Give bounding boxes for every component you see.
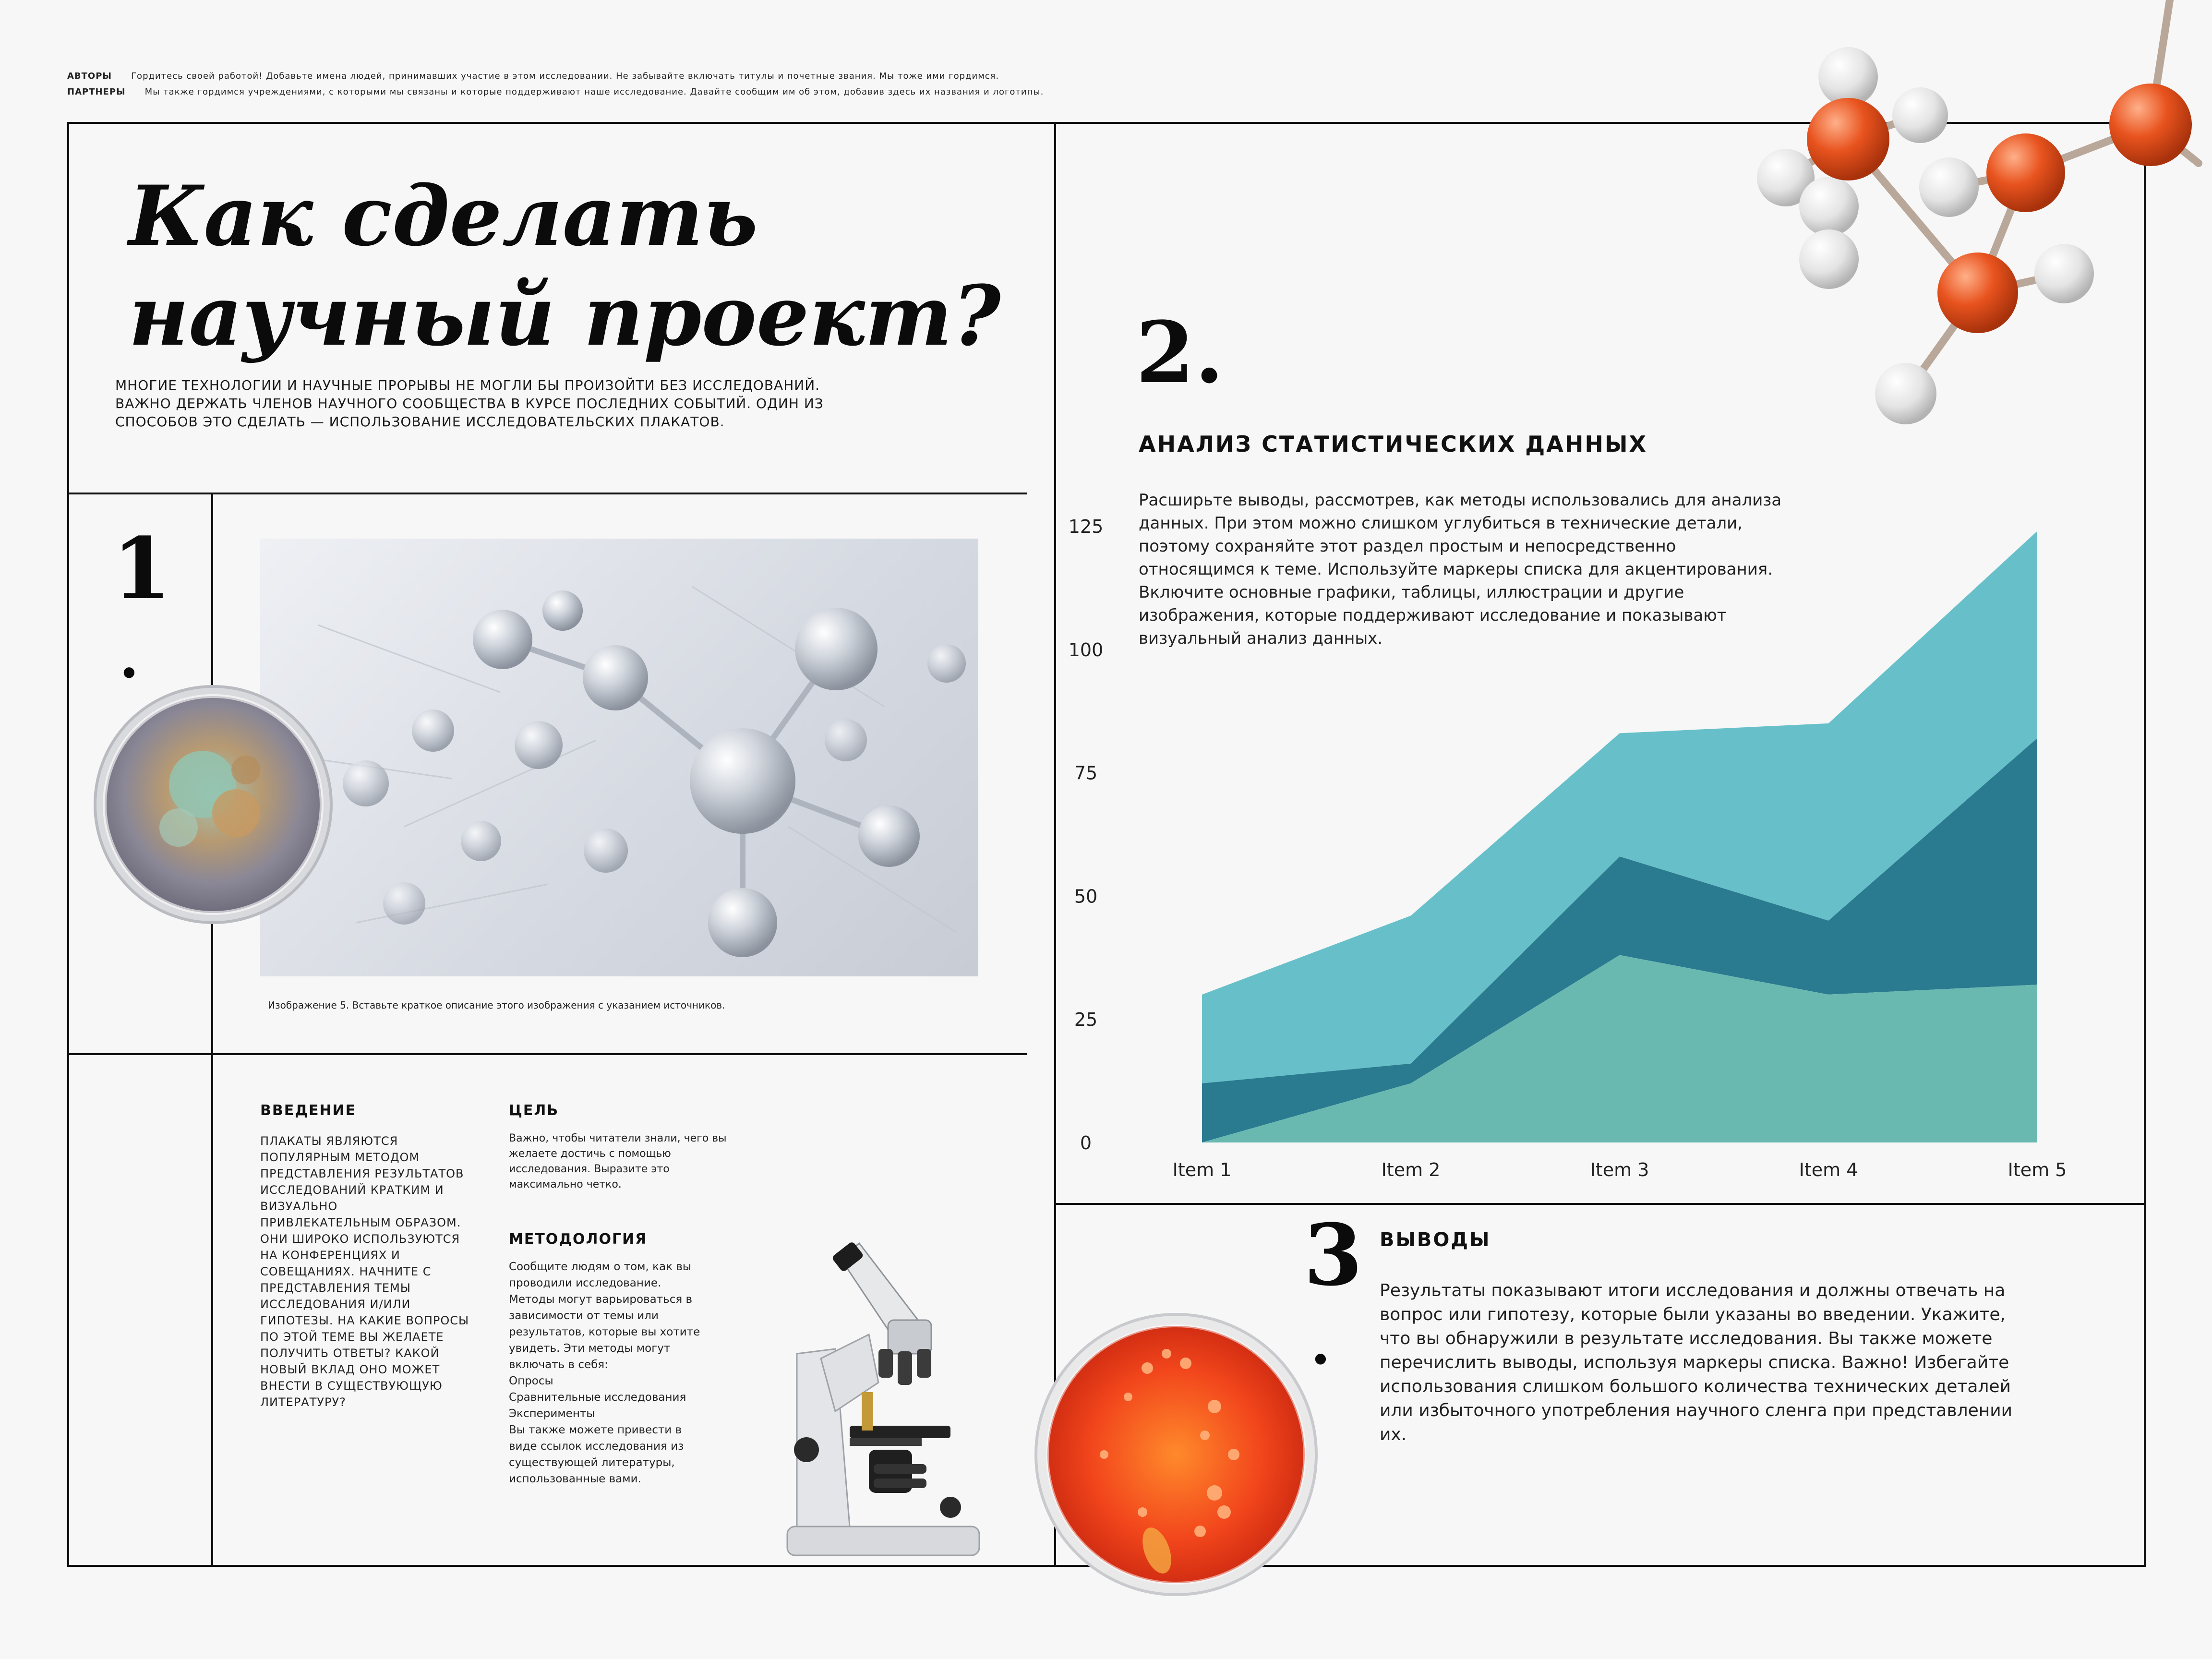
intro-paragraph: МНОГИЕ ТЕХНОЛОГИИ И НАУЧНЫЕ ПРОРЫВЫ НЕ МОГЛИ БЫ ПРОИЗОЙТИ БЕЗ ИССЛЕДОВАНИЙ. ВАЖНО ДЕРЖАТЬ ЧЛЕНОВ НАУЧНОГО СООБЩЕСТВА В КУРСЕ ПОСЛЕДНИХ СОБЫТИЙ. ОДИН ИЗ СПОСОБОВ ЭТО СДЕЛАТЬ — ИСПОЛЬЗОВАНИЕ ИССЛЕДОВАТЕЛЬСКИХ ПЛАКАТОВ. [115, 377, 824, 430]
authors-row [67, 71, 1315, 81]
introduction-heading: ВВЕДЕНИЕ [260, 1102, 357, 1119]
x-tick-label: Item 2 [1381, 1159, 1441, 1180]
section2-heading: АНАЛИЗ СТАТИСТИЧЕСКИХ ДАННЫХ [1139, 431, 1647, 457]
molecule-model-image [1690, 0, 2212, 432]
bacteria-dish-illustration [1032, 1310, 1320, 1599]
y-tick-label: 75 [1074, 762, 1098, 784]
x-tick-label: Item 1 [1172, 1159, 1232, 1180]
methodology-line: включать в себя: [509, 1358, 608, 1371]
section3-dot: . [1310, 1310, 1331, 1378]
x-tick-label: Item 4 [1799, 1159, 1858, 1180]
frame-left-line [67, 122, 69, 1567]
methodology-line: Сообщите людям о том, как вы [509, 1261, 692, 1273]
ball-stick-molecule [1690, 0, 2212, 432]
section1-number: 1 [112, 519, 171, 618]
right-row-divider [1054, 1203, 2146, 1205]
methodology-line: существующей литературы, [509, 1456, 675, 1469]
methodology-line: виде ссылок исследования из [509, 1440, 684, 1453]
methodology-heading: МЕТОДОЛОГИЯ [509, 1231, 648, 1248]
area-chart-svg [1046, 499, 2122, 1200]
y-tick-label: 50 [1074, 886, 1098, 907]
section3-number: 3 [1304, 1205, 1363, 1305]
methodology-line: Опросы [509, 1375, 553, 1387]
authors-text: Гордитесь своей работой! Добавьте имена людей, принимавших участие в этом исследовании. Не забывайте включать титулы и почетные звания. Мы тоже ими гордимся. [131, 71, 999, 81]
authors-label: АВТОРЫ [67, 71, 112, 81]
section1-dot: . [119, 624, 139, 691]
introduction-text: ПЛАКАТЫ ЯВЛЯЮТСЯ ПОПУЛЯРНЫМ МЕТОДОМ ПРЕДСТАВЛЕНИЯ РЕЗУЛЬТАТОВ ИССЛЕДОВАНИЙ КРАТКИМ И ВИЗУАЛЬНО ПРИВЛЕКАТЕЛЬНЫМ ОБРАЗОМ. ОНИ ШИРОКО ИСПОЛЬЗУЮТСЯ НА КОНФЕРЕНЦИЯХ И СОВЕЩАНИЯХ. НАЧНИТЕ С ПРЕДСТАВЛЕНИЯ ТЕМЫ ИССЛЕДОВАНИЯ И/ИЛИ ГИПОТЕЗЫ. НА КАКИЕ ВОПРОСЫ ПО ЭТОЙ ТЕМЕ ВЫ ЖЕЛАЕТЕ ПОЛУЧИТЬ ОТВЕТЫ? КАКОЙ НОВЫЙ ВКЛАД ОНО МОЖЕТ ВНЕСТИ В СУЩЕСТВУЮЩУЮ ЛИТЕРАТУРУ? [260, 1134, 469, 1409]
molecule-illustration [260, 539, 978, 976]
lichen-dish-illustration [92, 684, 334, 926]
area-chart [1046, 499, 2122, 1200]
goal-text: Важно, чтобы читатели знали, чего вы желаете достичь с помощью исследования. Выразите это максимально четко. [509, 1132, 727, 1190]
section3-text: Результаты показывают итоги исследования и должны отвечать на вопрос или гипотезу, которые были указаны во введении. Укажите, что вы обнаружили в результате исследования. Вы также можете перечислить выводы, используя маркеры списка. Важно! Избегайте использования слишком большого количества технических деталей или избыточного употребления научного сленга при представлении их. [1380, 1281, 2013, 1444]
page-title: Как сделать научный проект? [129, 167, 1001, 364]
methodology-line: Методы могут варьироваться в [509, 1293, 693, 1306]
methodology-line: проводили исследование. [509, 1277, 661, 1289]
microscope-illustration [778, 1238, 984, 1565]
image-caption: Изображение 5. Вставьте краткое описание этого изображения с указанием источников. [268, 999, 725, 1011]
methodology-line: увидеть. Эти методы могут [509, 1342, 671, 1355]
x-tick-label: Item 5 [2008, 1159, 2067, 1180]
left-column-divider [211, 493, 213, 1567]
section3-heading: ВЫВОДЫ [1380, 1229, 1491, 1251]
y-tick-label: 125 [1068, 516, 1104, 537]
methodology-line: Эксперименты [509, 1407, 595, 1420]
molecule-image [260, 539, 978, 976]
methodology-line: зависимости от темы или [509, 1310, 659, 1322]
section2-number: 2. [1136, 303, 1224, 402]
goal-heading: ЦЕЛЬ [509, 1102, 559, 1119]
y-tick-label: 100 [1068, 639, 1104, 661]
methodology-line: Вы также можете привести в [509, 1424, 682, 1436]
methodology-text [509, 1259, 739, 1487]
x-tick-label: Item 3 [1590, 1159, 1649, 1180]
section2-text: Расширьте выводы, рассмотрев, как методы использовались для анализа данных. При этом можно слишком углубиться в технические детали, поэтому сохраняйте этот раздел простым и непосредственно относящимся к теме. Используйте маркеры списка для акцентирования. Включите основные графики, таблицы, иллюстрации и другие изображения, которые поддерживают исследование и показывают визуальный анализ данных. [1139, 491, 1782, 648]
partners-row [67, 87, 1363, 97]
y-tick-label: 0 [1080, 1132, 1092, 1154]
partners-text: Мы также гордимся учреждениями, с которыми мы связаны и которые поддерживают наше исследование. Давайте сообщим им об этом, добавив здесь их названия и логотипы. [144, 87, 1044, 97]
methodology-line: результатов, которые вы хотите [509, 1326, 700, 1338]
petri-dish-bacteria [1032, 1310, 1320, 1599]
partners-label: ПАРТНЕРЫ [67, 87, 126, 97]
methodology-line: использованные вами. [509, 1473, 641, 1485]
y-tick-label: 25 [1074, 1009, 1098, 1031]
methodology-line: Сравнительные исследования [509, 1391, 686, 1404]
microscope-image [778, 1238, 984, 1565]
petri-dish-lichen [92, 684, 334, 926]
